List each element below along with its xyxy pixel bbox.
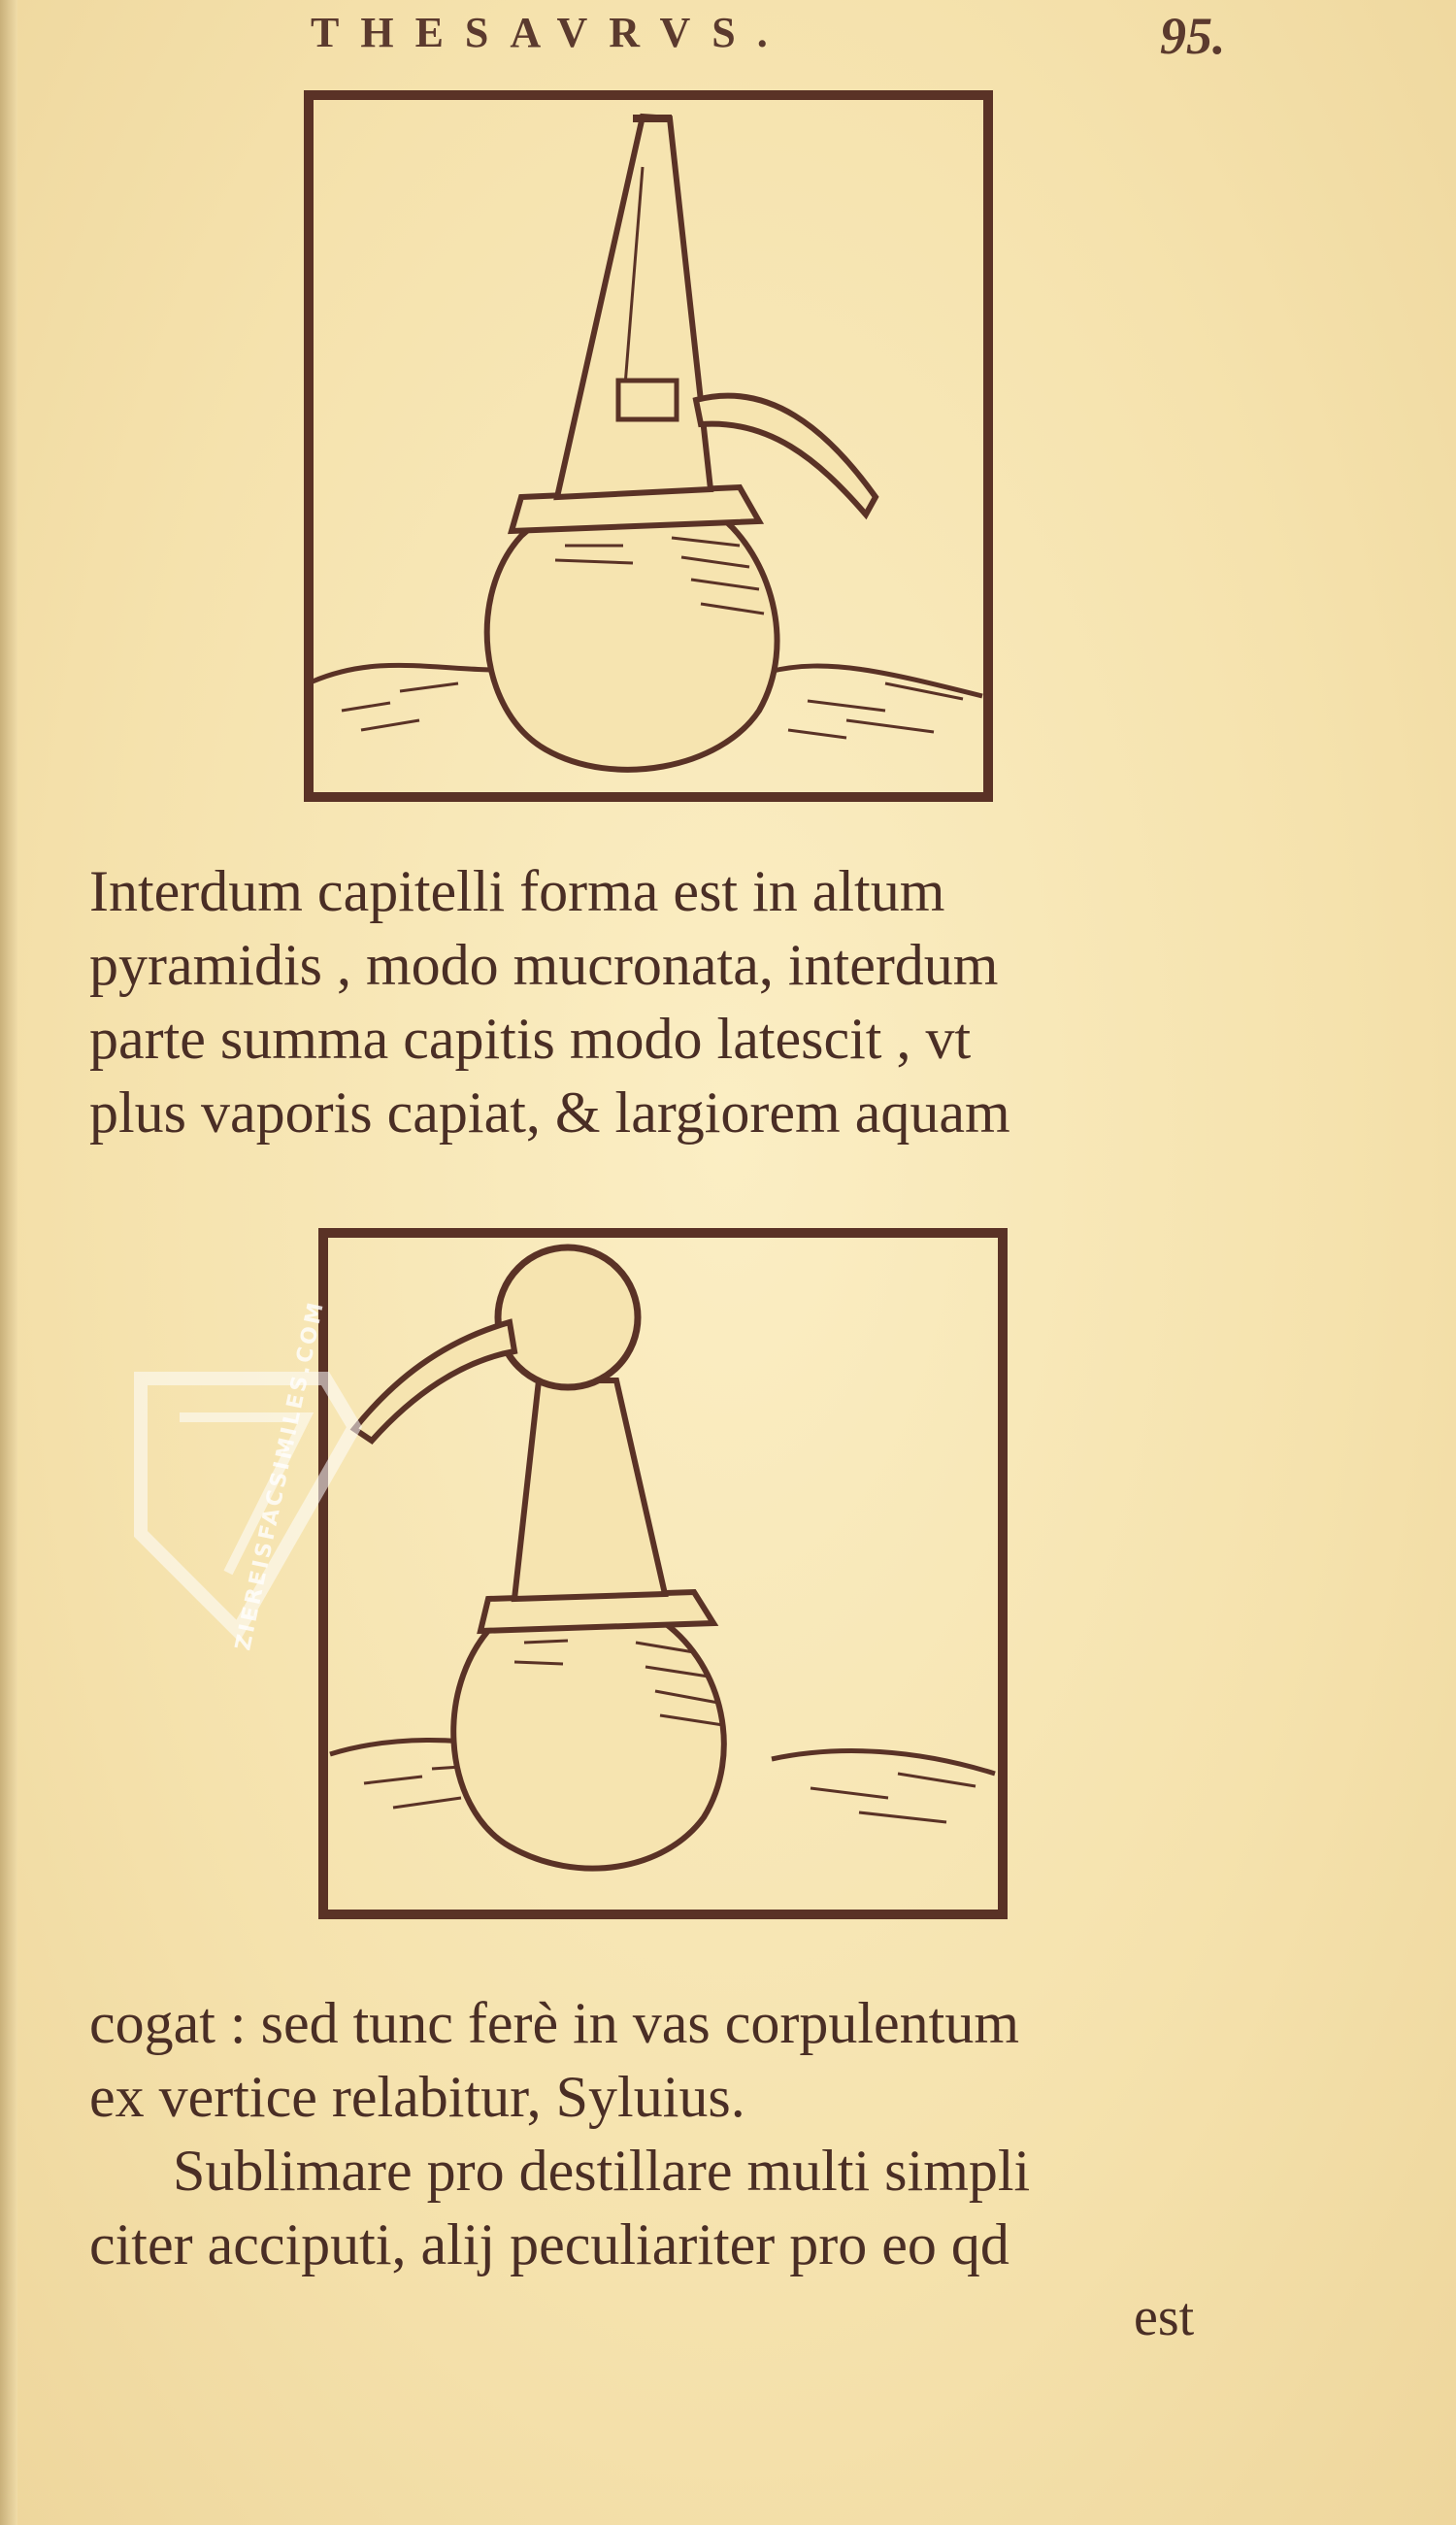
woodcut-figure-1 <box>303 89 994 803</box>
page-number: 95. <box>1160 7 1226 65</box>
text-line: ex vertice relabitur, Syluius. <box>89 2065 745 2129</box>
text-line: Sublimare pro destillare multi simpli <box>173 2139 1031 2203</box>
running-head-title: THESAVRVS. <box>311 9 789 56</box>
text-line: pyramidis , modo mucronata, interdum <box>89 933 999 997</box>
text-line: Interdum capitelli forma est in altum <box>89 859 945 923</box>
alembic-pyramidal-cap-illustration <box>303 89 994 803</box>
text-line: citer acciputi, alij peculiariter pro eo qd <box>89 2212 1009 2276</box>
watermark-text: ZIEREISFACSIMILES.COM <box>231 1297 330 1653</box>
text-paragraph-2 <box>89 1986 1030 2281</box>
text-line: plus vaporis capiat, & largiorem aquam <box>89 1080 1010 1145</box>
text-line: parte summa capitis modo latescit , vt <box>89 1007 972 1071</box>
text-line: cogat : sed tunc ferè in vas corpulentum <box>89 1991 1020 2055</box>
page-edge-shadow <box>0 0 17 2525</box>
catchword: est <box>1134 2287 1195 2347</box>
text-paragraph-1 <box>89 854 1010 1149</box>
alembic-round-head-illustration <box>315 1225 1012 1924</box>
woodcut-figure-2 <box>315 1225 1012 1924</box>
